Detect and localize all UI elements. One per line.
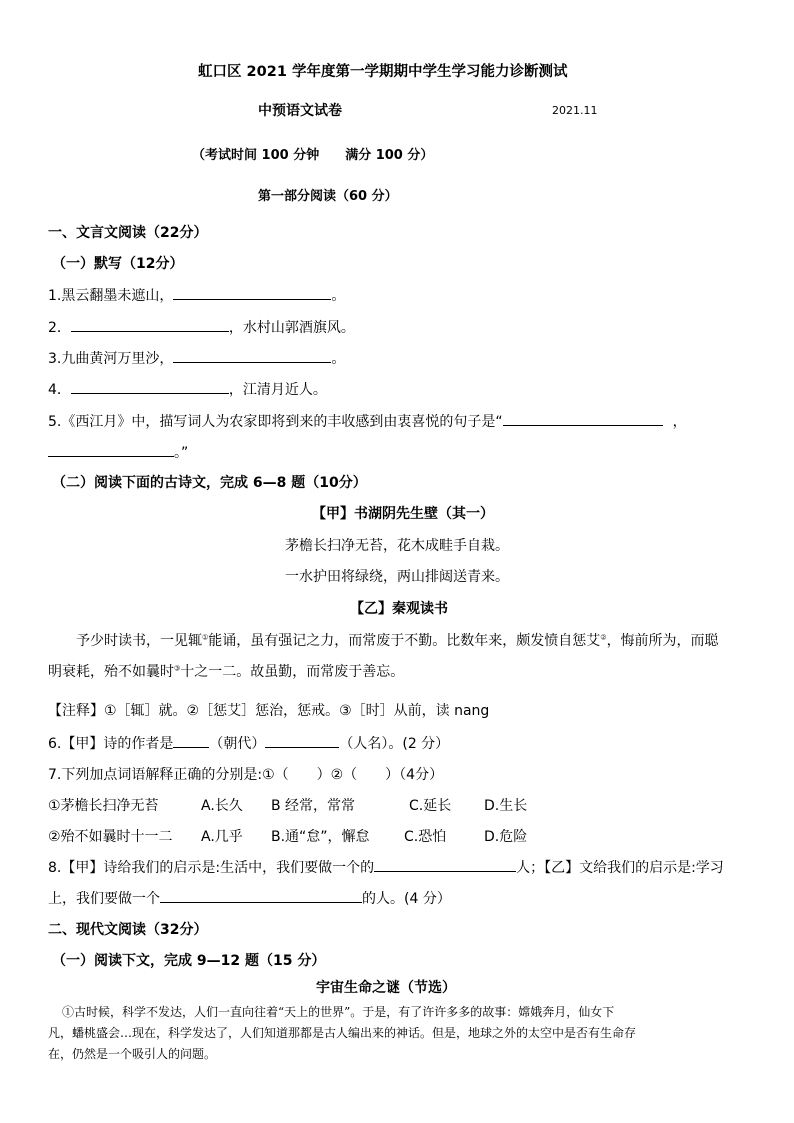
answer-blank[interactable] (160, 888, 362, 903)
prose-line (48, 661, 404, 681)
part-heading: 第一部分阅读（60 分） (258, 189, 398, 204)
subsection-heading: （一）默写（12分） (52, 256, 184, 272)
question-text: 1.黑云翻墨未遮山， (48, 288, 174, 304)
question-text: ，江清月近人。 (228, 382, 327, 398)
subsection-heading: （二）阅读下面的古诗文，完成 6—8 题（10分） (52, 475, 367, 491)
question-number: 4． (48, 382, 71, 398)
answer-blank[interactable] (173, 733, 209, 748)
punctuation: 。 (331, 288, 346, 304)
notes: 【注释】①［辄］就。②［惩艾］惩治，惩戒。③［时］从前，读 nang (48, 703, 490, 719)
exam-date: 2021.11 (552, 104, 598, 117)
footnote-marker: ③ (174, 664, 181, 673)
punctuation: 。” (174, 445, 189, 461)
article-title: 宇宙生命之谜（节选） (316, 980, 456, 996)
question-number: 2． (48, 320, 71, 336)
section-heading: 一、文言文阅读（22分） (48, 225, 208, 241)
option-stem: ②殆不如曩时十一二 (48, 829, 173, 845)
q7-option-row-1 (48, 795, 527, 815)
answer-blank[interactable] (265, 733, 339, 748)
question-text: 5.《西江月》中，描写词人为农家即将到来的丰收感到由衷喜悦的句子是“ (48, 414, 503, 430)
question-text: （人名）。(2 分） (339, 736, 450, 752)
question-5-cont (48, 442, 188, 462)
question-6 (48, 733, 449, 753)
option-a[interactable]: A.几乎 (201, 829, 243, 845)
option-stem: ①茅檐长扫净无苔 (48, 798, 159, 814)
question-text: 上，我们要做一个 (48, 891, 160, 907)
question-text: ，水村山郭酒旗风。 (228, 320, 355, 336)
exam-subtitle: 中预语文试卷 (258, 103, 342, 119)
prose-text: 予少时读书，一见辄 (76, 633, 202, 649)
option-d[interactable]: D.危险 (484, 829, 528, 845)
answer-blank[interactable] (173, 348, 331, 363)
question-text: 6.【甲】诗的作者是 (48, 736, 174, 752)
section-heading: 二、现代文阅读（32分） (48, 922, 208, 938)
prose-text: ，悔前所为，而聪 (606, 633, 719, 649)
prose-title: 【乙】秦观读书 (350, 601, 448, 617)
exam-info: （考试时间 100 分钟 满分 100 分） (192, 148, 434, 163)
question-1 (48, 285, 345, 305)
article-line: 在，仍然是一个吸引人的问题。 (48, 1047, 217, 1061)
option-c[interactable]: C.延长 (409, 798, 452, 814)
question-2 (48, 317, 355, 337)
punctuation: ， (672, 414, 687, 430)
prose-text: 能诵，虽有强记之力，而常废于不勤。比数年来，颇发愤自惩艾 (208, 633, 601, 649)
subsection-heading: （一）阅读下文，完成 9—12 题（15 分） (52, 953, 326, 969)
question-7: 7.下列加点词语解释正确的分别是:①（ ）②（ ）（4分） (48, 767, 444, 783)
option-a[interactable]: A.长久 (201, 798, 243, 814)
option-b[interactable]: B 经常，常常 (271, 798, 356, 814)
option-d[interactable]: D.生长 (484, 798, 528, 814)
question-text: 的人。(4 分） (362, 891, 451, 907)
question-text: （朝代） (209, 736, 266, 752)
q7-option-row-2 (48, 826, 527, 846)
prose-text: 明衰耗，殆不如曩时 (48, 664, 174, 680)
answer-blank[interactable] (173, 285, 331, 300)
poem-title: 【甲】书湖阴先生壁（其一） (312, 506, 494, 522)
answer-blank[interactable] (71, 317, 229, 332)
question-4 (48, 379, 327, 399)
question-8-cont (48, 888, 451, 908)
answer-blank[interactable] (503, 411, 663, 426)
answer-blank[interactable] (48, 442, 174, 457)
question-5 (48, 411, 687, 431)
footnote-marker: ① (202, 633, 209, 642)
footnote-marker: ② (600, 633, 607, 642)
exam-title: 虹口区 2021 学年度第一学期期中学生学习能力诊断测试 (198, 64, 568, 80)
poem-line: 茅檐长扫净无苔，花木成畦手自栽。 (285, 538, 509, 554)
prose-text: 十之一二。故虽勤，而常废于善忘。 (180, 664, 405, 680)
answer-blank[interactable] (71, 379, 229, 394)
option-b[interactable]: B.通“怠”，懈怠 (271, 829, 370, 845)
article-line: 凡，蟠桃盛会…现在，科学发达了，人们知道那都是古人编出来的神话。但是，地球之外的太空中是否有生命存 (48, 1026, 637, 1040)
question-text: 人；【乙】文给我们的启示是:学习 (516, 860, 724, 876)
question-text: 8.【甲】诗给我们的启示是:生活中，我们要做一个的 (48, 860, 375, 876)
answer-blank[interactable] (374, 857, 516, 872)
prose-line (76, 630, 719, 650)
article-line: ①古时候，科学不发达，人们一直向往着“天上的世界”。于是，有了许许多多的故事：嫦娥奔月，仙女下 (62, 1005, 615, 1019)
poem-line: 一水护田将绿绕，两山排闼送青来。 (285, 569, 509, 585)
punctuation: 。 (331, 351, 346, 367)
question-8 (48, 857, 724, 877)
option-c[interactable]: C.恐怕 (404, 829, 447, 845)
question-text: 3.九曲黄河万里沙， (48, 351, 174, 367)
question-3 (48, 348, 345, 368)
